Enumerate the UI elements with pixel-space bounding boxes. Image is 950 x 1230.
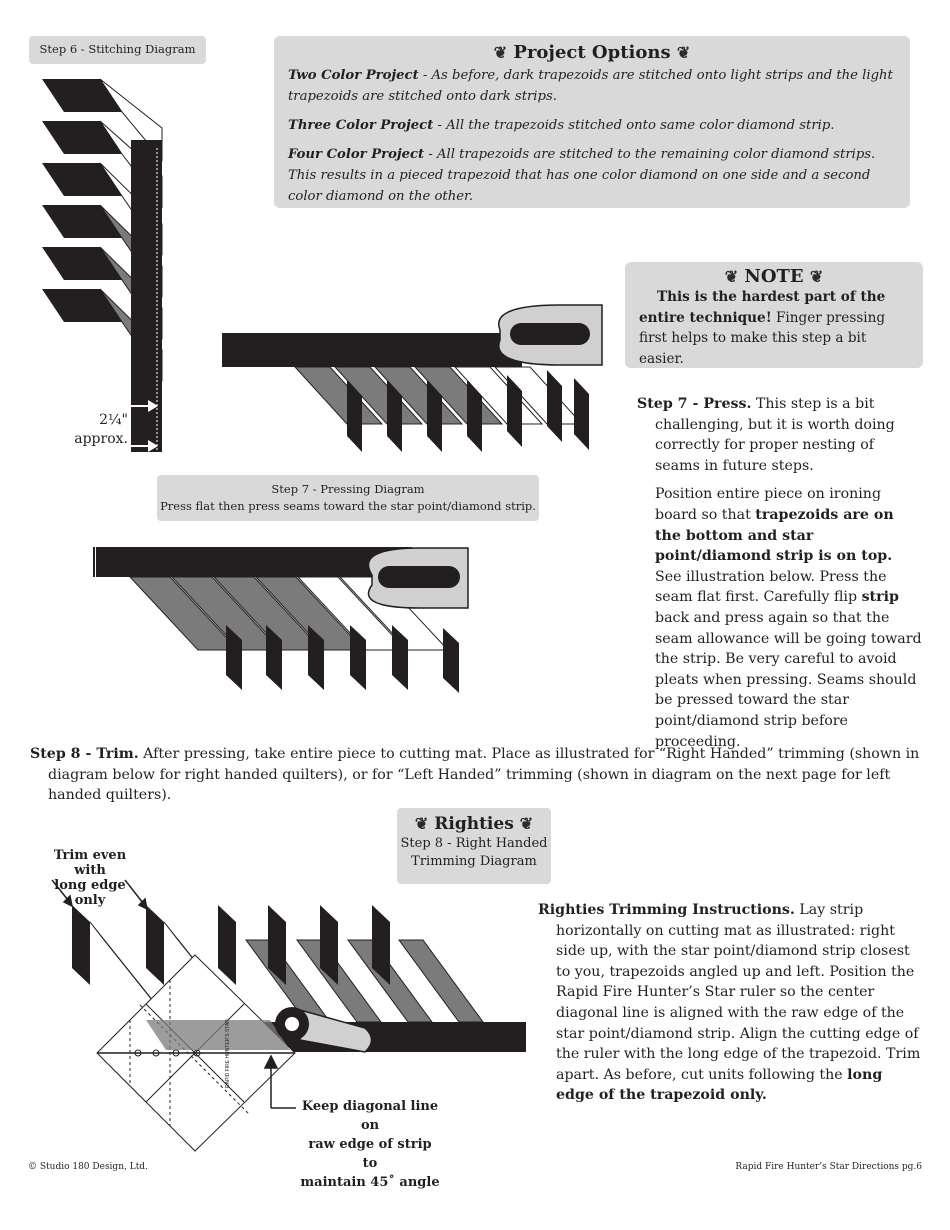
leaf-ornament-icon: ❦ [676, 43, 691, 62]
footer-right: Rapid Fire Hunter’s Star Directions pg.6 [735, 1162, 922, 1172]
righties-box: ❦ Righties ❦ Step 8 - Right Handed Trimming Diagram [397, 808, 551, 884]
trim-label: Trim even with long edge only [53, 848, 127, 908]
leaf-ornament-icon: ❦ [493, 43, 508, 62]
four-color-option: Four Color Project - All trapezoids are stitched to the remaining color diamond strips. This results in a pieced trapezoid that has one color diamond on one side and a second color diamond on the other. [288, 147, 876, 204]
measure-label: 2¼" approx. [74, 412, 128, 447]
leaf-ornament-icon: ❦ [414, 814, 429, 833]
righties-instructions: Righties Trimming Instructions. Lay strip horizontally on cutting mat as illustrated: right side up, with the star point/diamond strip closest to you, trapezoids angled up and left. Position the Rapid Fire Hunter’s Star ruler so the center diagonal line is aligned with the raw edge of the star point/diamond strip. Align the cutting edge of the ruler with the long edge of the trapezoid. Trim apart. As before, cut units following the long edge of the trapezoid only. [538, 902, 921, 1104]
note-heading: ❦ NOTE ❦ [724, 266, 824, 287]
ruler-icon [97, 955, 295, 1151]
step6-label: Step 6 - Stitching Diagram [29, 36, 206, 64]
project-options-heading: ❦ Project Options ❦ [493, 42, 691, 63]
step7-text: Step 7 - Press. This step is a bit challenging, but it is worth doing correctly for proper nesting of seams in future steps. Position entire piece on ironing board so that trapezoids are on the bottom and star point/diamond strip is on top. See illustration below. Press the seam flat first. Carefully flip strip back and press again so that the seam allowance will be going toward the strip. Be very careful to avoid pleats when pressing. Seams should be pressed toward the star point/diamond strip before proceeding. [637, 396, 922, 750]
keep-label: Keep diagonal line on raw edge of strip to maintain 45˚ angle [300, 1099, 440, 1190]
note-text: This is the hardest part of the entire technique! Finger pressing first helps to make this step a bit easier. [639, 289, 886, 367]
leaf-ornament-icon: ❦ [809, 267, 824, 286]
two-color-option: Two Color Project - As before, dark trapezoids are stitched onto light strips and the light trapezoids are stitched onto dark strips. [288, 68, 893, 104]
ruler-text: RAPID FIRE HUNTER'S STAR [225, 1019, 231, 1088]
step8-text: Step 8 - Trim. After pressing, take entire piece to cutting mat. Place as illustrated for “Right Handed” trimming (shown in diagram below for right handed quilters), or for “Left Handed” trimming (shown in diagram on the next page for left handed quilters). [30, 746, 920, 804]
step7-label: Step 7 - Pressing Diagram Press flat then press seams toward the star point/diamond strip. [157, 475, 539, 521]
three-color-option: Three Color Project - All the trapezoids stitched onto same color diamond strip. [288, 118, 835, 133]
righties-heading: ❦ Righties ❦ [414, 814, 534, 834]
leaf-ornament-icon: ❦ [724, 267, 739, 286]
leaf-ornament-icon: ❦ [519, 814, 534, 833]
footer-left: © Studio 180 Design, Ltd. [28, 1162, 148, 1172]
